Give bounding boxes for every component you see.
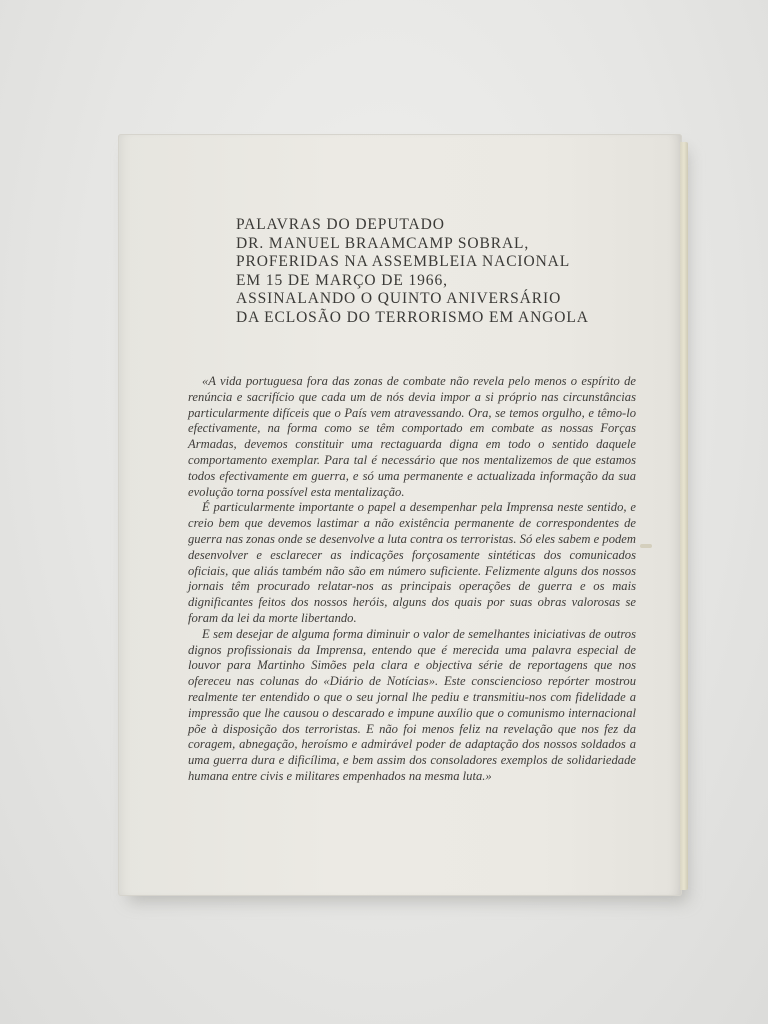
heading-line: PALAVRAS DO DEPUTADO [236, 216, 445, 233]
heading-line: DA ECLOSÃO DO TERRORISMO EM ANGOLA [236, 308, 589, 326]
quoted-speech [188, 374, 636, 785]
heading-line: DR. MANUEL BRAAMCAMP SOBRAL, [236, 234, 530, 252]
heading-line: PROFERIDAS NA ASSEMBLEIA NACIONAL [236, 253, 571, 271]
cover-heading [236, 216, 636, 328]
heading-line: ASSINALANDO O QUINTO ANIVERSÁRIO [236, 290, 562, 308]
speech-paragraph: «A vida portuguesa fora das zonas de combate não revela pelo menos o espírito de renúncia e sacrifício que cada um de nós devia impor a si próprio nas circunstâncias particularmente difíceis que o País vem atravessando. Ora, se temos orgulho, e têmo-lo efectivamente, na forma como se têm comportado em combate as nossas Forças Armadas, devemos constituir uma rectaguarda digna em todo o sentido daquele comportamento exemplar. Para tal é necessário que nos mentalizemos de que estamos todos efectivamente em guerra, e só uma permanente e actualizada informação da sua evolução torna possível esta mentalização. [188, 374, 636, 499]
speech-paragraph: É particularmente importante o papel a desempenhar pela Imprensa neste sentido, e creio bem que devemos lastimar a não existência permanente de correspondentes de guerra nas zonas onde se desenvolve a luta contra os terroristas. Só eles sabem e podem desenvolver e esclarecer as indicações forçosamente sintéticas dos comunicados oficiais, que aliás também não são em número suficiente. Felizmente alguns dos nossos jornais têm procurado relatar-nos as principais operações de guerra e os mais dignificantes feitos dos nossos heróis, alguns dos quais por suas obras valorosas se foram da lei da morte libertando. [188, 500, 636, 625]
heading-line: EM 15 DE MARÇO DE 1966, [236, 271, 448, 289]
cover-stain [640, 544, 652, 548]
speech-paragraph: E sem desejar de alguma forma diminuir o valor de semelhantes iniciativas de outros dignos profissionais da Imprensa, entendo que é merecida uma palavra especial de louvor para Martinho Simões pela clara e objectiva série de reportagens que nos ofereceu nas colunas do «Diário de Notícias». Este consciencioso repórter mostrou realmente ter entendido o que o seu jornal lhe pediu e transmitiu-nos com fidelidade a impressão que lhe causou o descarado e impune auxílio que o comunismo internacional põe à disposição dos terroristas. E não foi menos feliz na revelação que nos fez da coragem, abnegação, heroísmo e admirável poder de adaptação dos nossos soldados a uma guerra dura e dificílima, e bem assim dos consoladores exemplos de solidariedade humana entre civis e militares empenhados na mesma luta.» [188, 626, 636, 783]
book-page-edge [680, 142, 688, 890]
